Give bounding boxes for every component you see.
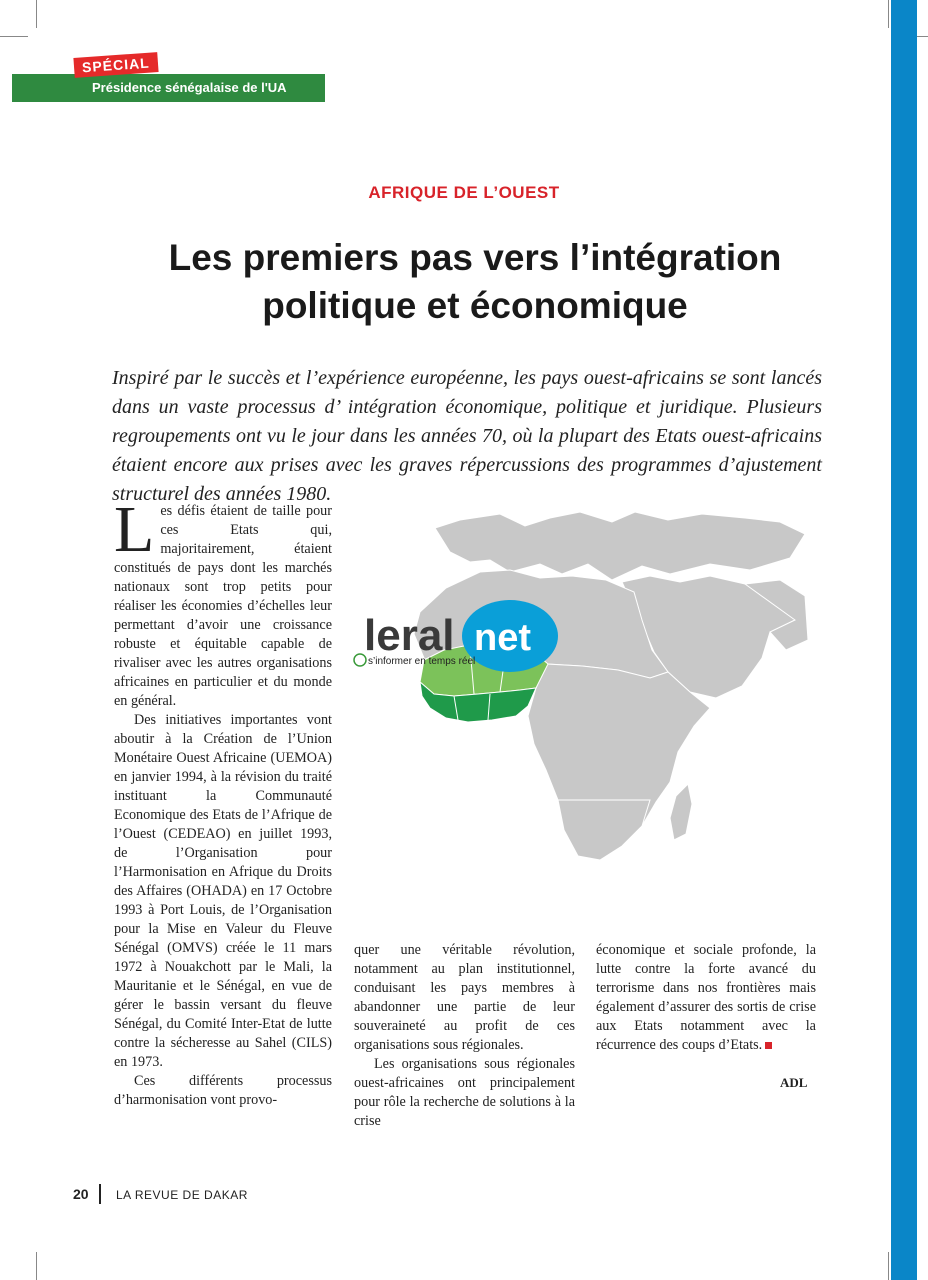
page-number: 20 [73, 1186, 89, 1202]
crop-mark [888, 1252, 889, 1280]
author-signature: ADL [780, 1075, 808, 1090]
article-column-1 [114, 493, 332, 1110]
paragraph [596, 941, 816, 1055]
paragraph-text: es défis étaient de taille pour ces Etats qui, majoritairement, étaient constitués de pays dont les marchés nationaux sont trop petits pour réaliser les économies d’échelles leur permettant d’avoir une croissance robuste et équitable capable de rivaliser avec les autres organisations africaines en particulier et du monde en général. [114, 503, 332, 709]
paragraph: Les organisations sous régionales ouest-africaines ont principalement pour rôle la recherche de solutions à la crise [354, 1056, 575, 1129]
crop-mark [0, 36, 28, 37]
section-title: Présidence sénégalaise de l'UA [92, 80, 287, 95]
article-kicker: AFRIQUE DE L’OUEST [368, 183, 560, 202]
logo-tagline: s’informer en temps réel [368, 656, 476, 667]
paragraph: quer une véritable révolution, notamment au plan institutionnel, conduisant les pays membres à abandonner une partie de leur souveraineté au profit de ces organisations sous régionales. [354, 942, 575, 1053]
article-column-3 [596, 941, 816, 1055]
crop-mark [888, 0, 889, 28]
logo-net: net [474, 617, 531, 659]
footer-divider [99, 1184, 101, 1204]
headline-line-1: Les premiers pas vers l’intégration [168, 237, 782, 278]
article-column-2 [354, 941, 575, 1131]
paragraph [114, 493, 332, 711]
map-southern-africa [558, 800, 650, 860]
crop-mark [36, 0, 37, 28]
crop-mark [36, 1252, 37, 1280]
paragraph-text: économique et sociale profonde, la lutte contre la forte avancé du terrorisme dans nos frontières mais également d’assurer des sortis de crise aux Etats notamment avec la récurrence des coups d’Etats. [596, 942, 816, 1053]
map-madagascar [670, 784, 692, 840]
article-headline [100, 234, 850, 330]
special-tag: SPÉCIAL [73, 52, 158, 78]
map-europe [435, 512, 805, 580]
headline-line-2: politique et économique [262, 285, 688, 326]
logo-dot-icon [354, 654, 366, 666]
publication-name: LA REVUE DE DAKAR [116, 1188, 248, 1202]
paragraph: Ces différents processus d’harmonisation vont provo- [114, 1073, 332, 1108]
logo-wordmark: leral [364, 611, 455, 660]
end-of-article-mark [765, 1042, 772, 1049]
paragraph: Des initiatives importantes vont aboutir à la Création de l’Union Monétaire Ouest Africaine (UEMOA) en janvier 1994, à la révision du traité instituant la Communauté Economique des Etats de l’Afrique de l’Ouest (CEDEAO) en juillet 1993, de l’Organisation pour l’Harmonisation en Afrique du Droits des Affaires (OHADA) en 17 Octobre 1993 à Port Louis, de l’Organisation pour la Mise en Valeur du Fleuve Sénégal (OMVS) créée le 11 mars 1972 à Nouakchott par le Mali, la Mauritanie et le Sénégal, en vue de gérer le bassin versant du fleuve Sénégal, du Comité Inter-Etat de lutte contre la sécheresse au Sahel (CILS) en 1973. [114, 712, 332, 1070]
africa-map [350, 500, 810, 914]
article-lead: Inspiré par le succès et l’expérience européenne, les pays ouest-africains se sont lancés dans un vaste processus d’ intégration économique, politique et juridique. Plusieurs regroupements ont vu le jour dans les années 70, où la plupart des Etats ouest-africains étaient encore aux prises avec les graves répercussions des programmes d’ajustement structurel des années 1980. [112, 367, 822, 505]
drop-cap: L [114, 493, 155, 566]
